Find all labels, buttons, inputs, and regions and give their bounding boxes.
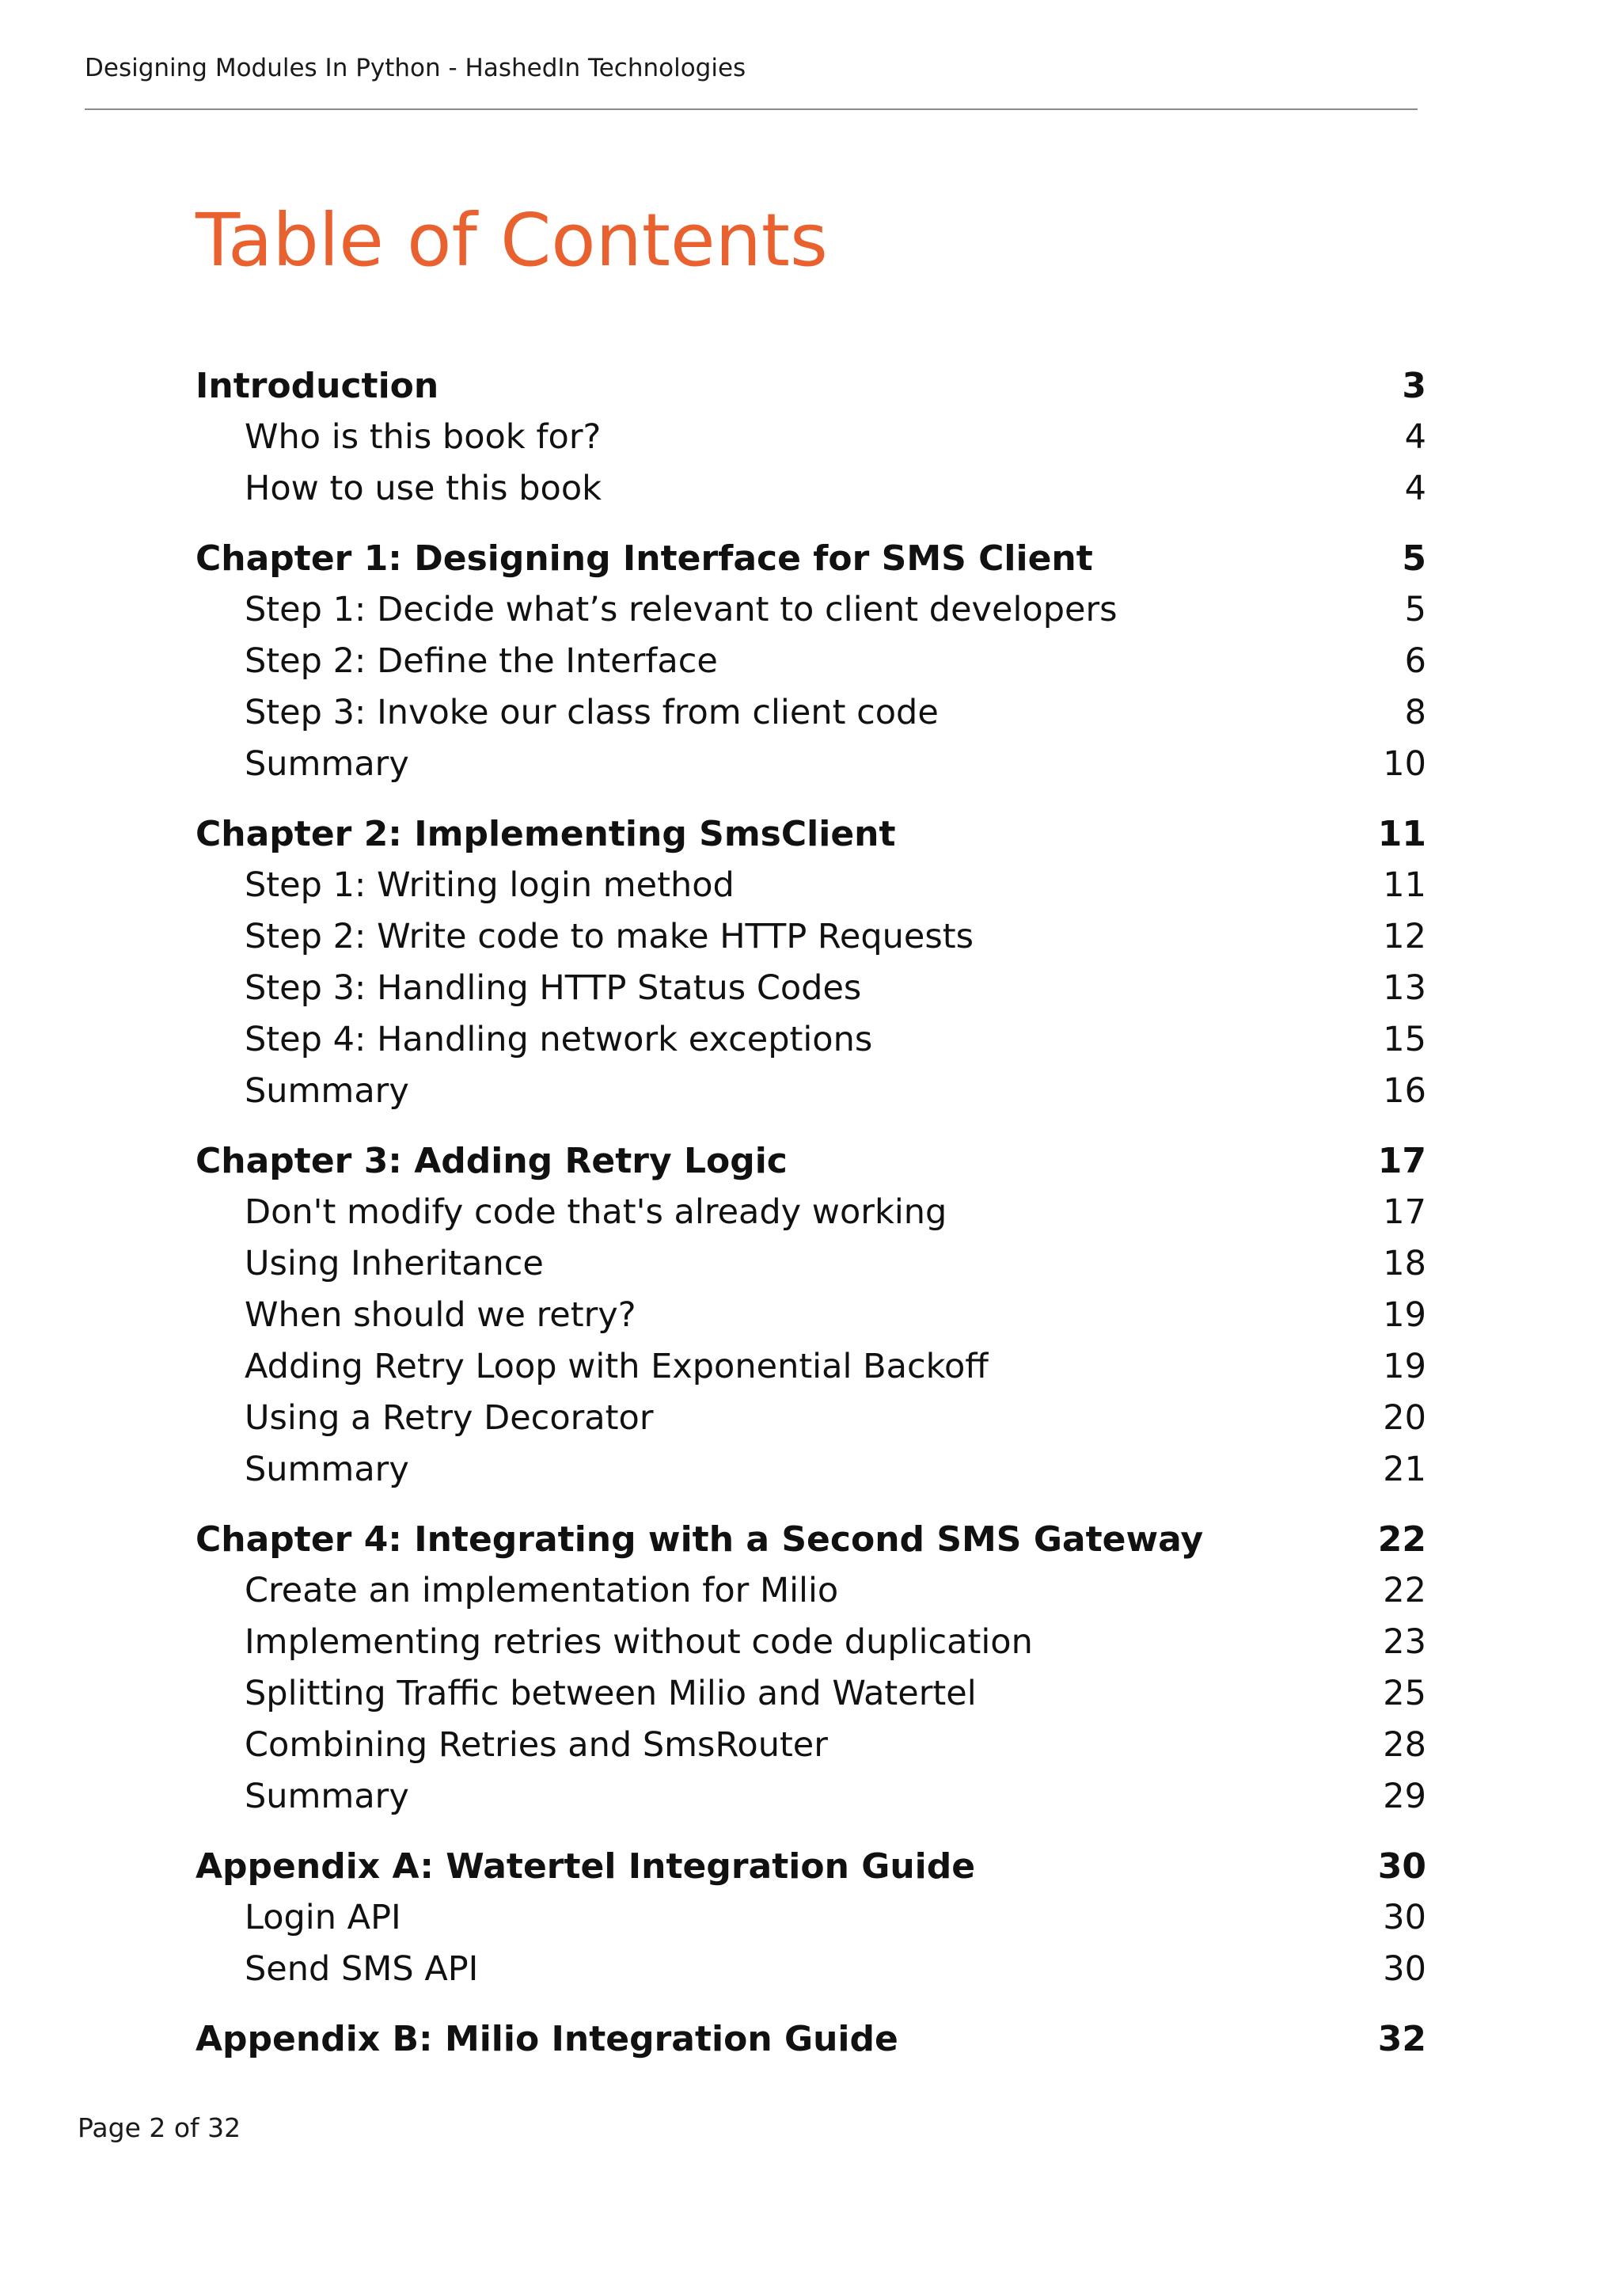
toc-entry-page-number: 29 (1383, 1777, 1426, 1816)
toc-entry-page-number: 19 (1383, 1347, 1426, 1386)
toc-entry-label: Step 4: Handling network exceptions (245, 1020, 873, 1059)
toc-chapter-label: Appendix A: Watertel Integration Guide (196, 1846, 976, 1887)
toc-chapter-page-number: 17 (1377, 1141, 1426, 1181)
toc-chapter-page-number: 3 (1402, 366, 1426, 406)
toc-entry-label: Step 1: Decide what’s relevant to client developers (245, 590, 1118, 629)
toc-entry-label: Using a Retry Decorator (245, 1398, 654, 1438)
toc-entry-row[interactable] (196, 1187, 1426, 1238)
toc-entry-page-number: 25 (1383, 1674, 1426, 1713)
toc-chapter-label: Chapter 1: Designing Interface for SMS Client (196, 538, 1093, 579)
toc-entry-label: Implementing retries without code duplication (245, 1622, 1033, 1662)
toc-entry-page-number: 5 (1404, 590, 1426, 629)
toc-entry-page-number: 30 (1383, 1949, 1426, 1989)
toc-chapter-label: Chapter 2: Implementing SmsClient (196, 814, 896, 854)
toc-entry-row[interactable] (196, 860, 1426, 911)
toc-section (196, 1841, 1426, 1995)
toc-chapter-row[interactable] (196, 533, 1426, 584)
toc-entry-page-number: 16 (1383, 1071, 1426, 1111)
toc-chapter-row[interactable] (196, 2013, 1426, 2065)
toc-chapter-row[interactable] (196, 1135, 1426, 1187)
toc-entry-page-number: 11 (1383, 865, 1426, 905)
toc-entry-page-number: 8 (1404, 693, 1426, 732)
toc-entry-row[interactable] (196, 1290, 1426, 1341)
toc-entry-page-number: 28 (1383, 1725, 1426, 1765)
toc-entry-row[interactable] (196, 412, 1426, 463)
toc-entry-label: Using Inheritance (245, 1244, 544, 1283)
toc-entry-page-number: 13 (1383, 968, 1426, 1008)
toc-entry-label: Send SMS API (245, 1949, 479, 1989)
toc-entry-row[interactable] (196, 1341, 1426, 1393)
toc-entry-row[interactable] (196, 1668, 1426, 1720)
toc-entry-page-number: 20 (1383, 1398, 1426, 1438)
toc-entry-page-number: 19 (1383, 1295, 1426, 1335)
toc-entry-page-number: 4 (1404, 469, 1426, 508)
toc-entry-label: Adding Retry Loop with Exponential Backoff (245, 1347, 989, 1386)
toc-entry-row[interactable] (196, 1944, 1426, 1995)
toc-entry-page-number: 23 (1383, 1622, 1426, 1662)
toc-entry-label: Combining Retries and SmsRouter (245, 1725, 828, 1765)
toc-entry-label: Who is this book for? (245, 417, 602, 457)
toc-chapter-row[interactable] (196, 808, 1426, 860)
toc-entry-row[interactable] (196, 1238, 1426, 1290)
toc-entry-row[interactable] (196, 1066, 1426, 1117)
toc-entry-page-number: 6 (1404, 641, 1426, 681)
toc-entry-row[interactable] (196, 1014, 1426, 1066)
toc-section (196, 533, 1426, 790)
toc-entry-row[interactable] (196, 687, 1426, 739)
toc-entry-row[interactable] (196, 963, 1426, 1014)
toc-entry-row[interactable] (196, 463, 1426, 515)
toc-chapter-page-number: 30 (1377, 1846, 1426, 1887)
toc-entry-page-number: 30 (1383, 1898, 1426, 1937)
toc-entry-page-number: 4 (1404, 417, 1426, 457)
toc-section (196, 1135, 1426, 1496)
toc-entry-row[interactable] (196, 1565, 1426, 1617)
toc-chapter-page-number: 32 (1377, 2019, 1426, 2059)
toc-entry-row[interactable] (196, 1892, 1426, 1944)
toc-entry-label: Step 3: Invoke our class from client code (245, 693, 939, 732)
toc-entry-label: Summary (245, 1450, 409, 1489)
toc-entry-label: Don't modify code that's already working (245, 1192, 947, 1232)
toc-entry-row[interactable] (196, 911, 1426, 963)
toc-entry-label: Login API (245, 1898, 401, 1937)
toc-chapter-row[interactable] (196, 1514, 1426, 1565)
toc-entry-label: Splitting Traffic between Milio and Watertel (245, 1674, 977, 1713)
toc-entry-row[interactable] (196, 1771, 1426, 1823)
toc-entry-page-number: 22 (1383, 1571, 1426, 1610)
toc-chapter-label: Chapter 3: Adding Retry Logic (196, 1141, 788, 1181)
toc-entry-page-number: 17 (1383, 1192, 1426, 1232)
toc-chapter-row[interactable] (196, 1841, 1426, 1892)
toc-entry-row[interactable] (196, 1444, 1426, 1496)
toc-entry-page-number: 12 (1383, 917, 1426, 956)
toc-entry-page-number: 10 (1383, 744, 1426, 784)
toc-chapter-label: Chapter 4: Integrating with a Second SMS Gateway (196, 1519, 1204, 1560)
header-divider (85, 108, 1418, 110)
toc-section (196, 2013, 1426, 2065)
toc-title: Table of Contents (196, 198, 828, 283)
toc-entry-label: How to use this book (245, 469, 602, 508)
toc-chapter-page-number: 11 (1377, 814, 1426, 854)
toc-entry-page-number: 15 (1383, 1020, 1426, 1059)
toc-entry-label: Step 3: Handling HTTP Status Codes (245, 968, 862, 1008)
toc-entry-row[interactable] (196, 739, 1426, 790)
toc-section (196, 360, 1426, 515)
toc-chapter-row[interactable] (196, 360, 1426, 412)
toc-entry-page-number: 18 (1383, 1244, 1426, 1283)
toc-entry-label: Step 2: Write code to make HTTP Requests (245, 917, 974, 956)
toc-entry-label: When should we retry? (245, 1295, 636, 1335)
toc-entry-label: Summary (245, 744, 409, 784)
toc-entry-row[interactable] (196, 1393, 1426, 1444)
toc-entry-label: Summary (245, 1777, 409, 1816)
toc-entry-row[interactable] (196, 1720, 1426, 1771)
toc-entry-row[interactable] (196, 636, 1426, 687)
toc-entry-row[interactable] (196, 584, 1426, 636)
toc-entry-label: Step 2: Define the Interface (245, 641, 718, 681)
toc-section (196, 808, 1426, 1117)
toc-entry-label: Create an implementation for Milio (245, 1571, 839, 1610)
toc-chapter-label: Appendix B: Milio Integration Guide (196, 2019, 898, 2059)
toc-entry-label: Summary (245, 1071, 409, 1111)
toc-chapter-label: Introduction (196, 366, 439, 406)
toc-entry-row[interactable] (196, 1617, 1426, 1668)
page-number-footer: Page 2 of 32 (78, 2112, 241, 2143)
toc-section (196, 1514, 1426, 1823)
toc-chapter-page-number: 22 (1377, 1519, 1426, 1560)
toc-chapter-page-number: 5 (1402, 538, 1426, 579)
toc-entry-page-number: 21 (1383, 1450, 1426, 1489)
toc-entry-label: Step 1: Writing login method (245, 865, 735, 905)
running-header: Designing Modules In Python - HashedIn Technologies (85, 54, 746, 82)
table-of-contents (196, 360, 1426, 2083)
